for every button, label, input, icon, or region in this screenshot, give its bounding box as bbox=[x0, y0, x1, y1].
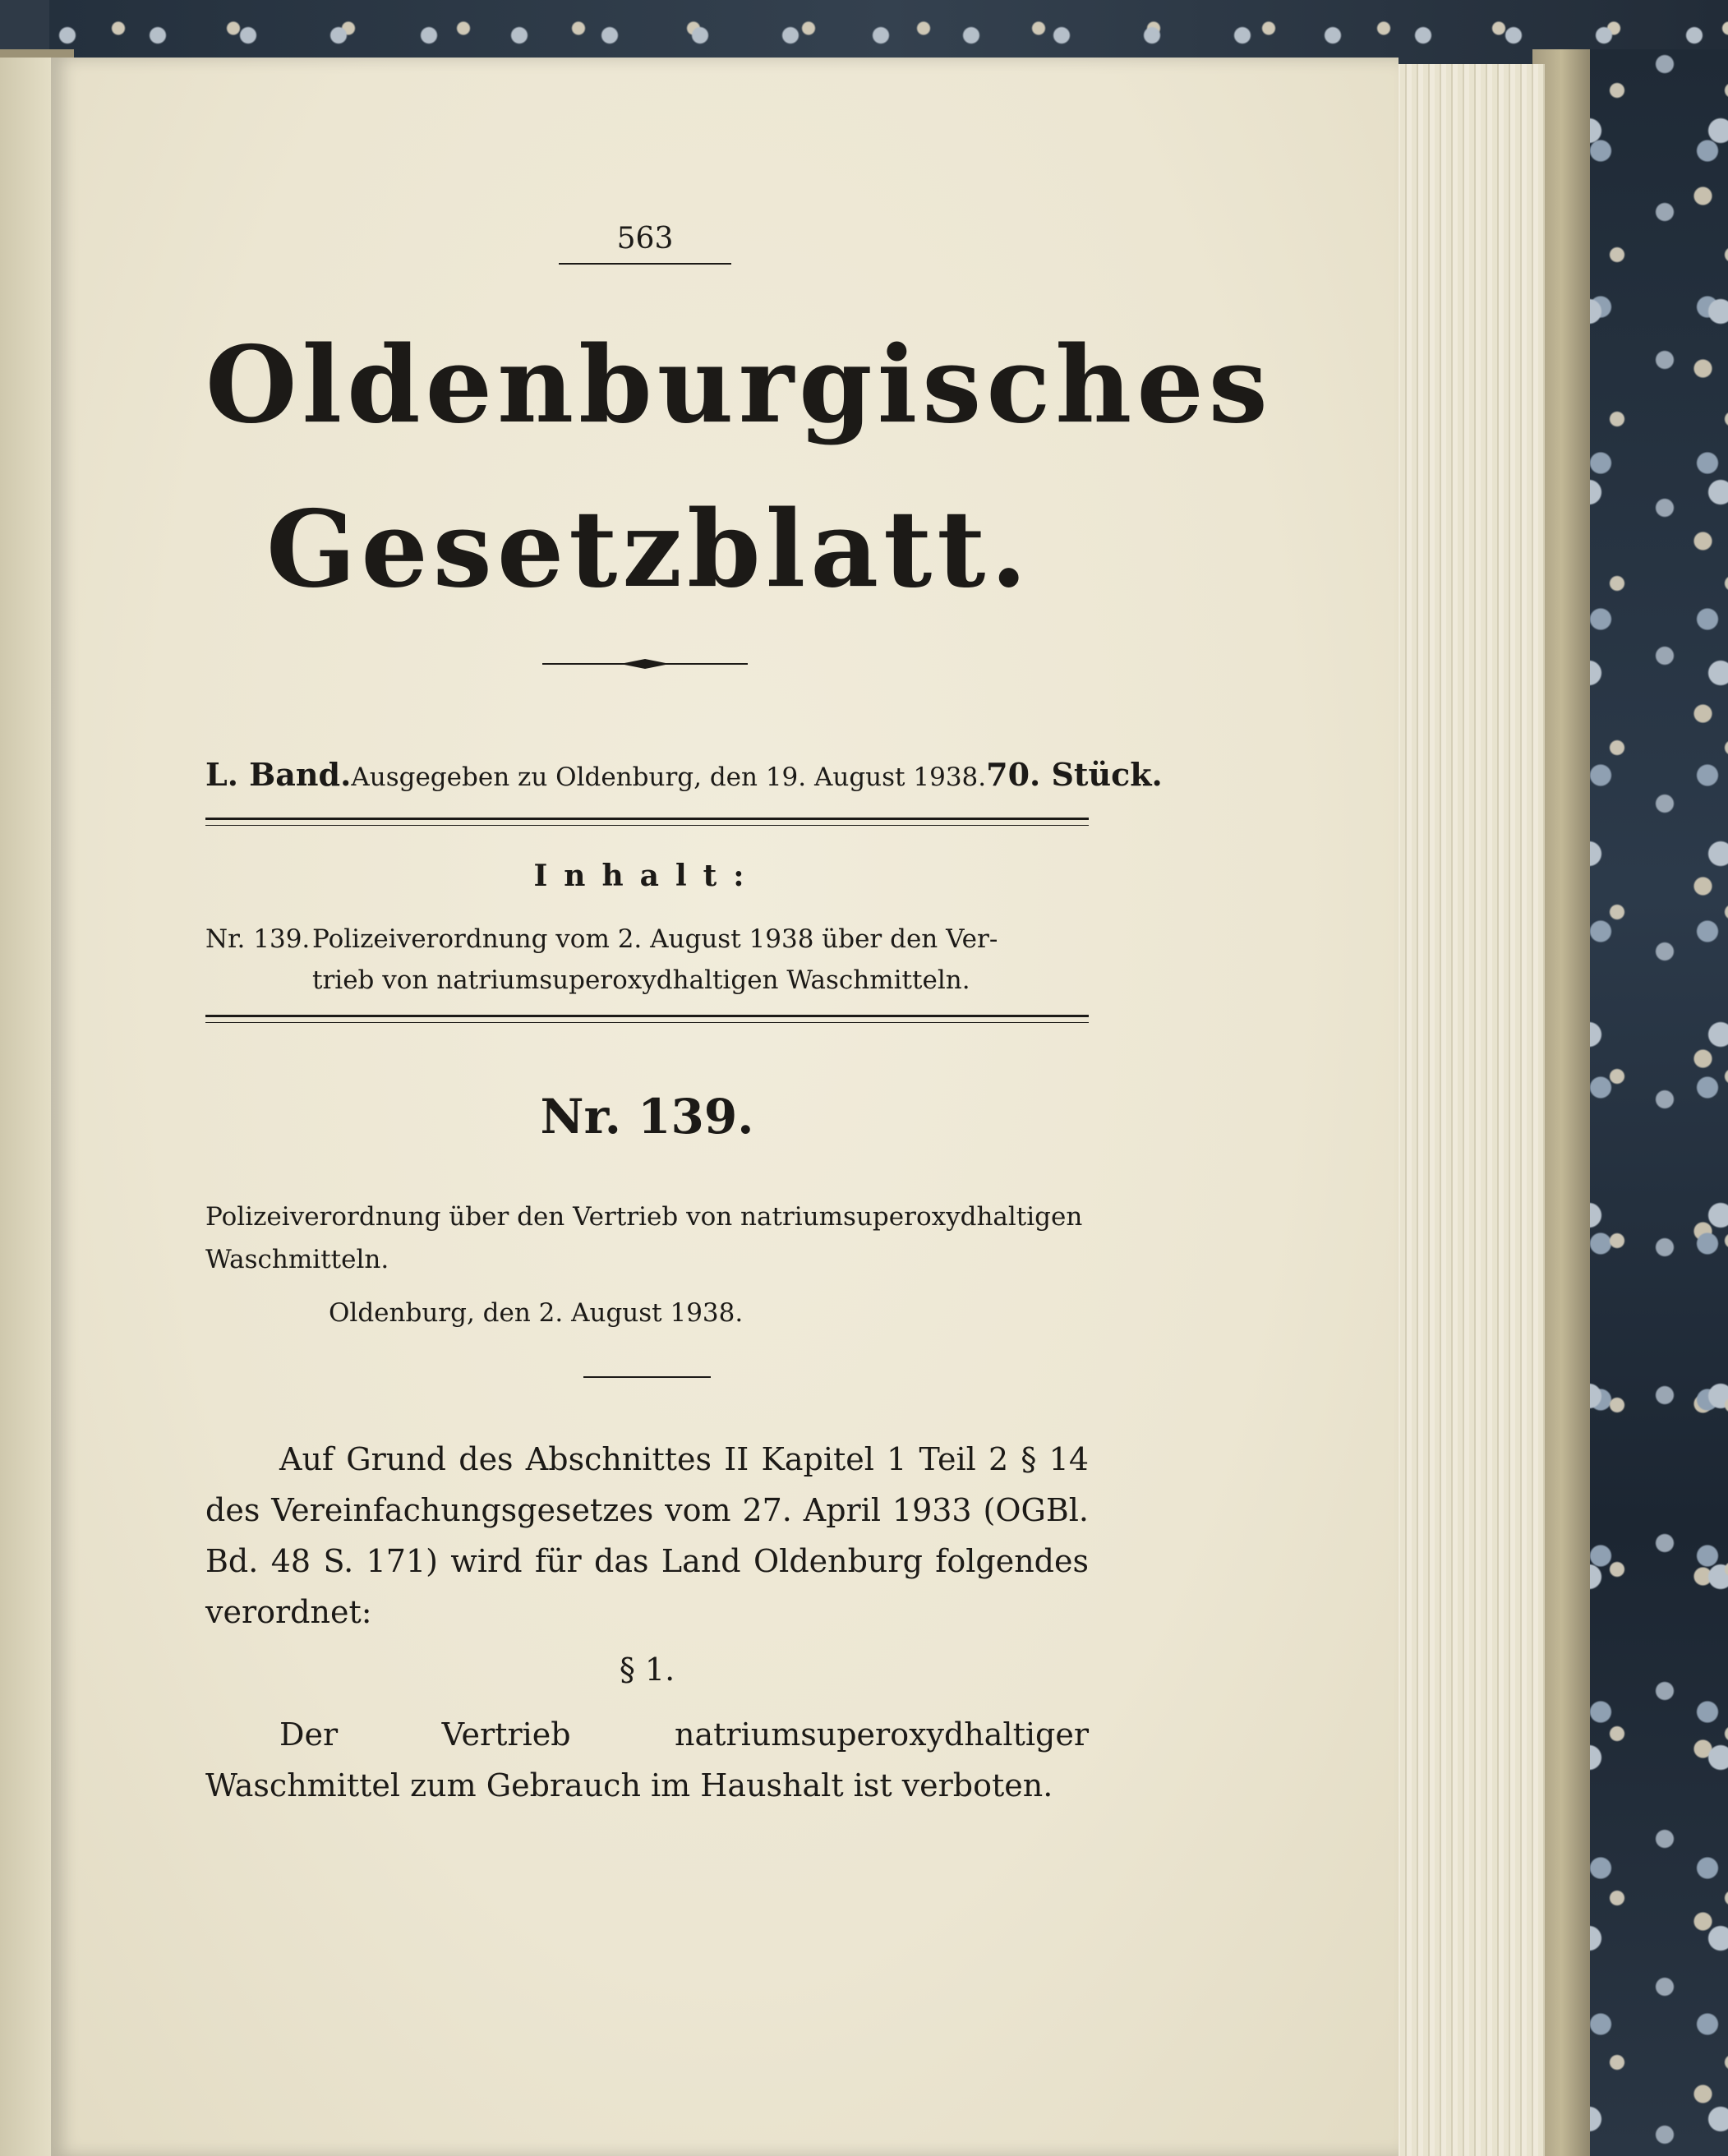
short-rule bbox=[583, 1376, 711, 1378]
ornament-divider bbox=[542, 657, 748, 670]
preamble-paragraph: Auf Grund des Abschnittes II Kapitel 1 Teil 2 § 14 des Vereinfachungsgesetzes vom 27. April 1933 (OGBl. Bd. 48 S. 171) wird für das Land Oldenburg folgendes verordnet: bbox=[205, 1441, 1089, 1630]
decree-place-date: Oldenburg, den 2. August 1938. bbox=[329, 1298, 744, 1328]
left-page-edge bbox=[0, 58, 51, 2156]
masthead-title-line1: Oldenburgisches bbox=[205, 324, 1273, 447]
rule-top bbox=[205, 818, 1089, 826]
paragraph-text: Der Vertrieb natriumsuperoxydhaltiger Waschmittel zum Gebrauch im Haushalt ist verboten. bbox=[205, 1716, 1089, 1804]
section-number: Nr. 139. bbox=[540, 1089, 754, 1145]
decree-title: Polizeiverordnung über den Vertrieb von natriumsuperoxydhaltigen Waschmitteln. bbox=[205, 1202, 1083, 1274]
contents-entry-line2: trieb von natriumsuperoxydhaltigen Waschmitteln. bbox=[312, 965, 970, 995]
masthead-title-line2: Gesetzblatt. bbox=[266, 488, 1032, 611]
contents-heading: Inhalt: bbox=[533, 859, 761, 893]
page-edges bbox=[1389, 64, 1545, 2156]
page-number: 563 bbox=[616, 222, 674, 256]
paragraph-sign: § 1. bbox=[619, 1652, 675, 1688]
issue-piece: 70. Stück. bbox=[986, 756, 1163, 793]
contents-entry-line1: Polizeiverordnung vom 2. August 1938 über den Ver- bbox=[312, 924, 998, 954]
contents-entry bbox=[205, 919, 1089, 1001]
issue-date: Ausgegeben zu Oldenburg, den 19. August 1938. bbox=[351, 762, 987, 792]
rule-bottom bbox=[205, 1015, 1089, 1023]
contents-entry-number: Nr. 139. bbox=[205, 924, 311, 954]
page-number-rule bbox=[559, 263, 731, 265]
volume-label: L. Band. bbox=[205, 756, 352, 793]
issue-line bbox=[205, 756, 1163, 793]
